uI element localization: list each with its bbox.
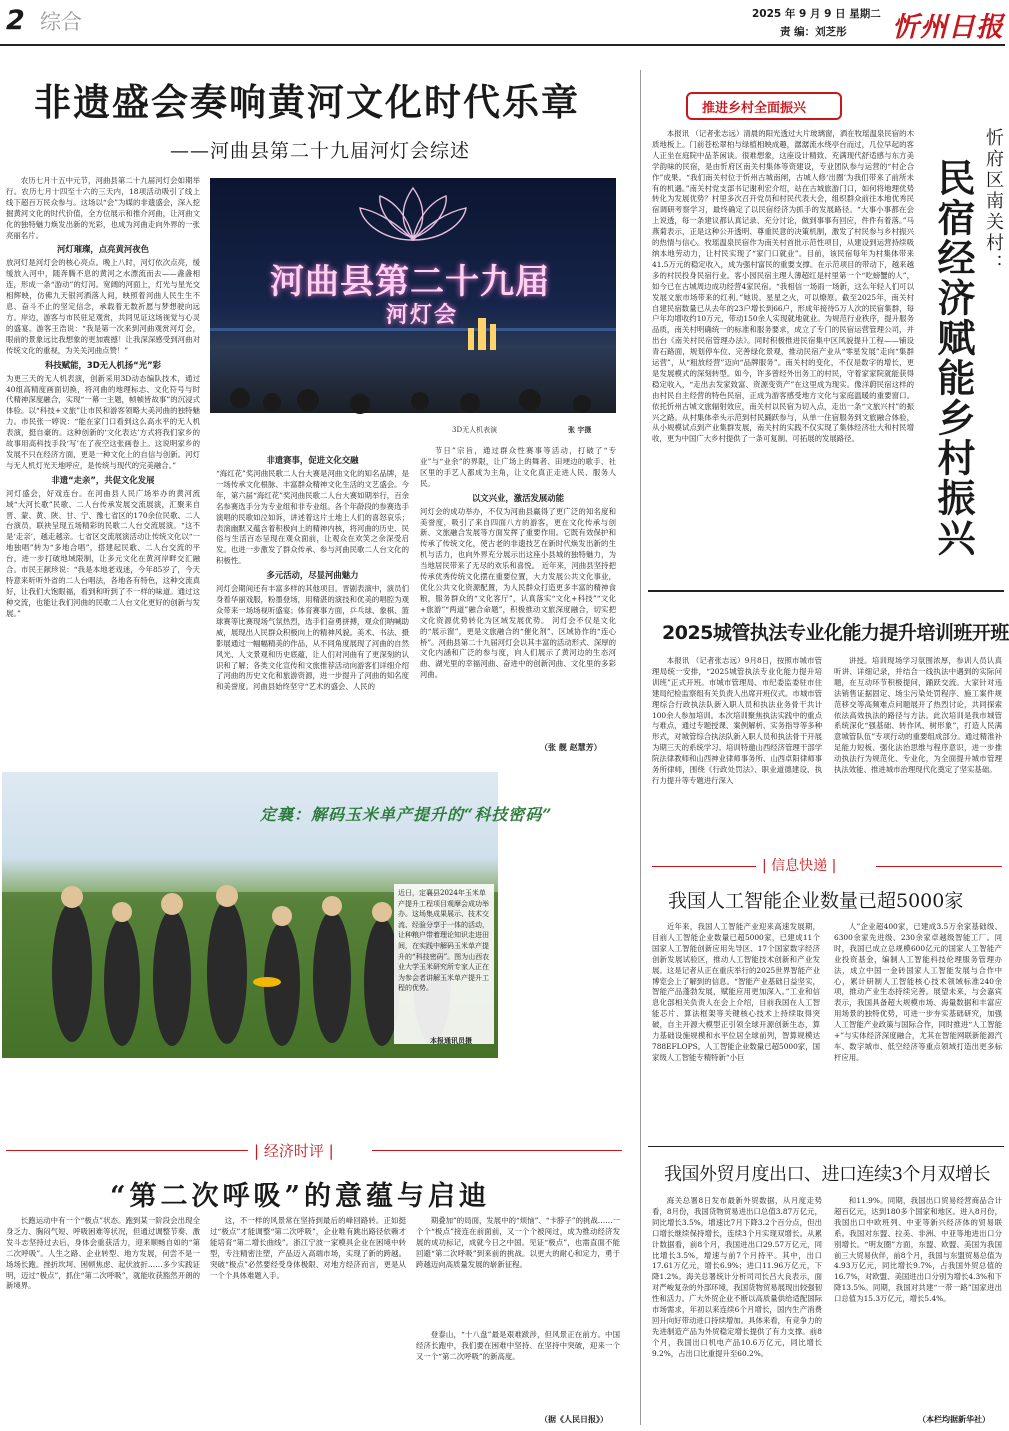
section-name: 综合 — [40, 10, 82, 34]
editor-credit: 责 编：刘芝彤 — [780, 26, 847, 38]
trade-right: 和11.9%。同期，我国出口贸易经营商品合计超百亿元，达到180多个国家和地区。进入8月份，我国出口中欧班列、中亚等新兴经济体的贸易联系。我国对东盟、拉美、非洲、中亚等地进出口分别增长。“明友圈”方面，东盟、欧盟、美国为我国前三大贸易伙伴，前8个月，我国与东盟贸易总值为4.93万亿元，同比增长9.7%，占我国外贸总值的16.7%，对欧盟、美国进出口分别为增长4.3%和下降13.5%。同期，我国对共建“一带一路”国家进出口总值为15.3万亿元，增长5.4%。 — [834, 1196, 1002, 1304]
para-2: 为更三天的无人机表演，创新采用3D动态编队技术，通过40组高精度画面切换，将河曲的地理标志、文化符号与时代精神深度融合，实现“一幕一主题，帧帧皆故事”的沉浸式体验。以“科技+文旅”让市民和游客领略大美河曲的独特魅力。市民张一婷说：“能在家门口看到这么高水平的无人机表演，挺自豪的。这种创新的‘文化表达’方式将我们家乡的故事用高科技手段‘写’在了夜空这张画卷上。这说明家乡的发展不只在经济方面，更是一种文化上的自信与创新。河灯与无人机灯光天地呼应，是传统与现代的完美融合。” — [6, 373, 200, 470]
sidebar-rule — [648, 590, 1004, 592]
para-3: 河灯盛会，好戏连台。在河曲县人民广场举办的黄河流域“大河长歌”民歌、二人台传承发展交流展演，汇聚来自晋、蒙、黄、陕、甘、宁、豫七省区的170余位民歌、二人台演员，联袂呈现五场精彩的民歌二人台交流展演。“这不是‘走亲’，越走越亲。七省区交流展演活动让传统文化以“一地独唱”转为“多地合唱”，搭建起民歌、二人台交流的平台，进一步打破地域限制，让多元文化在黄河岸畔交汇融合。市民王献珍说：“我是本地老戏迷，今年85岁了，今天特意来听听外省的二人台唱法，各地各有特色，这种交流真好，让我们大饱眼福，看到和听到了不一样的味道。通过这种交流，也能让我们河曲的民歌二人台文化更好的创新与发展。” — [6, 488, 200, 618]
main-col3 — [420, 446, 616, 734]
sidebar-body: 本报讯 （记者张志远）清晨的阳光透过大片玻璃窗，洒在牧瑶温泉民宿的木质地板上。门前苍松翠柏与绿植相映成趣，潺潺流水绕亭台而过，几位早起的客人正坐在庭院中品茶闲谈。很难想象，这座设计精致、充满现代舒适感与东方美学韵味的民宿，是由忻府区南关村集体等资建设，专业团队参与运营的“村企合作”成果。“我们南关村位于忻州古城南闸，古城人修‘出圈’为我们带来了前所未有的机遇。”南关村党支部书记谢利宏介绍，站在古城旅游门口，如何将地理优势转化为发展优势？村里多次召开党员和村民代表大会，组织群众前往本地优秀民宿调研考察学习，最终确定了以民宿经济为抓手的发展路径。“大事小事都在会上说透，每一条建议都认真记录、充分讨论，做到事事有回应，件件有着落。”马燕菊表示，正是这种公开透明、尊重民意的决策机制，激发了村民参与乡村振兴的热情与信心。牧瑶温泉民宿作为南关村首批示范性项目，从建设到运营持续吸纳本地劳动力，让村民实现了“家门口就业”。目前，该民宿每年为村集体带来41.5万元的稳定收入，成为强村富民的重要支撑。在示范项目的带动下，越来越多的村民投身民宿行业。客小园民宿主理人薄超红是村里第一个“吃螃蟹的人”，如今已在古城周边成功经营4家民宿。“我相信一场雨一场新，这么年轻人们可以发展文旅市场带来的红利。”她说。星星之火，可以燎原。截至2025年，南关村自建民宿数量已从去年的23户增长到66户，形成年接待5万人次的民宿集群，每户年均增收约10万元，带动150余人实现就地就业。为规范行业秩序，提升服务品质，南关村明确统一的标准和服务要求，成立了专门的民宿运营管理公司，并出台《南关村民宿管理办法》。同时积极推进民宿集中区风貌提升工程——铺设青石路面，规划停车位、完善绿化景观，推动民宿产业从“零星发展”走向“集群运营”，从“粗放经营”迈向“品牌服务”。南关村的变化，不仅是数字的增长，更是发展模式的深刻转型。如今，许多曾经外出务工的村民，守着家家院就能获得稳定收入，“走出去发家致富、资源变资产”在这里成为现实。像洋蔚民宿这样的由村民自主经营的特色民宿，正成为游客感受地方文化与家庭温暖的重要窗口。依托忻州古城文旅辐射效应，南关村以民宿为切入点，走出一条“文旅兴村”的振兴之路。从村集体牵头示范到村民踊跃参与，从单一住宿服务到文旅融合体验，从小规模试点到产业集群发展，南关村的实践不仅实现了集体经济壮大和村民增收，更为中国广大乡村提供了一条可复制、可拓展的发展路径。 — [652, 129, 914, 444]
para-4: “海红花”奖河曲民歌二人台大赛是河曲文化的知名品牌，是一场传承文化根脉、丰富群众精神文化生活的文艺盛会。今年，第六届“海红花”奖河曲民歌二人台大赛如期举行，百余名参赛选手分为专业组和非专业组。各个年龄段的参赛选手演唱的民歌如泣如诉，讲述着这片土地上人们的喜怒哀乐；表演幽默又蕴含着积极向上的精神内核，将河曲的历史、民俗与生活百态呈现在观众面前，让观众在欢笑之余深受启发。也进一步激发了群众传承、参与河曲民歌二人台文化的积极性。 — [216, 469, 409, 566]
corn-photo-title: 定襄：解码玉米单产提升的“科技密码” — [260, 805, 553, 824]
corn-field-photo — [2, 772, 553, 1058]
econ-title: “第二次呼吸”的意蕴与启迪 — [110, 1181, 491, 1212]
sub-heading-3: 非遗“走亲”，共促文化发展 — [51, 474, 155, 485]
masthead-rule — [0, 44, 1005, 46]
econ-col2: 这，不一样的风景常在坚持到最后的峰回路转。正如挺过“极点”才能调整“第二次呼吸”，企业唯有跳出路径依赖才能培育“第二增长曲线”。浙江宁波一家模具企业在困境中转型，专注精密注塑，产品迈入高端市场，实现了新的跨越。突破“极点”必然要经受身体极限、对地方经济而言，更是从一个个具体难题入手。 — [210, 1216, 406, 1280]
flash-right: 人”企业超400家，已建成3.5万余家基础级、6300余家先进级、230余家卓越级智能工厂。同时，我国已成立总规模600亿元的国家人工智能产业投资基金，编制人工智能科技伦理服务管理办法，成立中国一金砖国家人工智能发展与合作中心，累计研制人工智能核心技术领域标准240余项，推动产业生态持续完善。展望未来，与会嘉宾表示，我国具备超大规模市场、海量数据和丰富应用场景的独特优势，可进一步夯实基础研究，加强人工智能产业政策与国际合作，同时推进“人工智能+”与实体经济深度融合，尤其在智能网联新能源汽车、数字城市、低空经济等重点领域打造出更多标杆应用。 — [834, 922, 1002, 1062]
drone-banner-line2: 河灯会 — [386, 302, 459, 328]
column-divider — [640, 70, 641, 1425]
drone-banner-line1: 河曲县第二十九届 — [270, 262, 550, 302]
trade-title: 我国外贸月度出口、进口连续3个月双增长 — [664, 1164, 990, 1185]
sub-heading-2: 科技赋能，3D无人机扬“光”彩 — [45, 359, 161, 370]
flash-label: | 信息快递 | — [762, 858, 837, 874]
main-byline: （张 靓 赵慧芳） — [540, 742, 602, 752]
econ-col4: 登泰山，“十八盘”最是艰难跋涉，但风景正在前方。中国经济长跑中，我们要在困难中坚持、在坚持中突破，迎来一个又一个“第二次呼吸”的新高度。 — [416, 1330, 620, 1361]
para-7: 河灯会的成功举办，不仅为河曲县赢得了更广泛的知名度和美誉度，吸引了来自四面八方的游客，更在文化传承与创新、文旅融合发展等方面发挥了重要作用。它既有效保护和传承了传统文化，使古老的非遗技艺在新时代焕发出新的生机与活力，也向外界充分展示出这座小县城的独特魅力，为当地居民带来了无尽的欢乐和喜悦。 — [420, 506, 616, 571]
para-8: 近年来，河曲县坚持把传承优秀传统文化摆在重要位置，大力发展公共文化事业，优化公共文化资源配置，为人民群众打造更多丰富的精神食粮，服务群众的“文化客厅”，认真落实“文化+科技”“文化+旅游”“两道”融合命题”，积极推动文旅深度融合，切实把文化资源优势转化为区域发展优势。 — [420, 561, 616, 625]
drone-photo-caption: 3D无人机表演 — [452, 426, 498, 434]
sidebar-vtitle-small: 忻府区南关村： — [983, 128, 1004, 275]
intro-text: 农历七月十五中元节，河曲县第二十九届河灯会如期举行。农历七月十四至十六的三天内，18项活动吸引了线上线下超百万民众参与。这场以“会”为媒的非遗盛会，深入挖掘黄河文化的时代价值，全方位展示和推介河曲，让河曲文化的独特魅力焕发出新的光彩，也成为河曲走向外界的一张亮丽名片。 — [6, 176, 200, 240]
econ-byline: （据《人民日报》） — [540, 1414, 608, 1424]
drone-photo-credit: 张 宇摄 — [568, 425, 592, 434]
main-col2 — [216, 452, 409, 764]
econ-label: | 经济时评 | — [254, 1142, 334, 1160]
trade-byline: （本栏均据新华社） — [918, 1414, 990, 1424]
training-title: 2025城管执法专业化能力提升培训班开班 — [662, 622, 1009, 644]
training-left: 本报讯 （记者张志远）9月8日，按照市城市管理局统一安排，“2025城管执法专业化能力提升培训班”正式开班。市城市管理局、市纪委监委驻市住建局纪检监察组有关负责人出席开班仪式。市城市管理综合行政执法队新入职人员和执法业务骨干共计100余人参加培训。本次培训聚焦执法实践中的重点与难点，通过专题授课、案例解析、实务指导等多种形式，对城管综合执法队新入职人员和执法骨干开展为期三天的系统学习。培训特邀山西经济管理干部学院法律教师和山西神业律师事务所、山西卓阳律师事务所律师，围绕《行政处罚法》、职业道德建设、执行力提升等专题进行深入 — [652, 656, 822, 785]
paper-logo: 忻州日报 — [892, 12, 1004, 43]
corn-photo-credit: 本报通讯员摄 — [430, 1036, 472, 1045]
main-subtitle: ——河曲县第二十九届河灯会综述 — [170, 140, 471, 162]
sidebar-vtitle-big: 民宿经济赋能乡村振兴 — [931, 158, 976, 558]
econ-label-text: 经济时评 — [263, 1142, 324, 1160]
corn-caption-text: 近日，定襄县2024年玉米单产提升工程项目观摩会成功举办。这场集成果展示、技术交流、经验分享于一体的活动，让种粮户带着理论知识走进田间，在实践中解码玉米单产提升的“科技密码”。图为山西农业大学玉米研究所专家人正在为参会者讲解玉米单产提升工程的优势。 — [398, 889, 490, 993]
training-right: 讲授。培训现场学习氛围浓厚，参训人员认真听讲、详细记录，并结合一线执法中遇到的实际问题，在互动环节积极提问，踊跃交流。大家针对违法销售证据固定、场尘污染处罚程序、施工案件规范移交等高频难点问题展开了热烈讨论，共同探索依法高效执法的路径与方法。此次培训是我市城管系统深化“强基础、转作风、树形象”，打造人民满意城管队伍”专项行动的重要组成部分。通过精准补足能力短板、强化法治思维与程序意识，进一步推动执法行为规范化、专业化，为全面提升城市管理执法效能、推进城市治理现代化奠定了坚实基础。 — [834, 656, 1002, 775]
sub-heading-4: 非遗赛事，促进文化交融 — [266, 455, 359, 465]
econ-label-rule — [6, 1150, 248, 1151]
trade-left: 海关总署8日发布最新外贸数据，从月度走势看，8月份，我国货物贸易进出口总值3.87万亿元，同比增长3.5%，增速比7月下降3.2个百分点，但出口增长继续保持增长，连续3个月实现双增长。从累计数据看，前8个月，我国进出口29.57万亿元，同比增长3.5%，增速与前7个月持平。其中，出口17.61万亿元，增长6.9%；进口11.96万亿元，下降1.2%。海关总署统计分析司司长吕大良表示，面对严峻复杂的外部环境，我国货物贸易展现出较强韧性和活力。广大外贸企业不断以高质量供给适配国际市场需求，年初以来连续6个月增长，国内生产消费回升向好带动进口持续增加。具体来看，有竞争力的先进制造产品为外贸稳定增长提供了有力支撑。前8个月，我国出口机电产品10.6万亿元，同比增长9.2%，占出口比重提升至60.2%。 — [652, 1196, 822, 1358]
flash-rule-left — [652, 866, 756, 867]
flash-left: 近年来，我国人工智能产业迎来高速发展期，目前人工智能企业数量已超5000家，已建成11个国家人工智能创新应用先导区、17个国家数字经济创新发展试验区，推动人工智能技术创新和产业发展。这是记者从正在重庆举行的2025世界智能产业博览会上了解到的信息。“智能产业基础日益坚实，智能产品蓬勃发展，赋能应用更加深入。”工业和信息化部相关负责人在会上介绍，目前我国在人工智能芯片、算法框架等关键核心技术上持续取得突破，自主开源大模型正引领全球开源创新生态，算力基础设施规模和水平位居全球前列，智算规模达788EFLOPS。人工智能企业数量已超5000家，国家级人工智能专精特新“小巨 — [652, 922, 820, 1062]
flash-label-text: 信息快递 — [771, 858, 828, 874]
flash-bottom-rule — [648, 1146, 1004, 1147]
sub-heading-1: 河灯璀璨，点亮黄河夜色 — [56, 244, 150, 255]
flash-title: 我国人工智能企业数量已超5000家 — [668, 890, 964, 912]
para-1: 放河灯是河灯会的核心亮点。晚上八时，河灯依次点亮，缓缓放入河中，随奔腾不息的黄河之水漂流而去——盏盏相连，形成一条“游动”的灯河。宽阔的河面上，灯光与星光交相辉映，仿佛九天银河洒落人间，映照着河曲人民生生不息、奋斗不止的坚定信念，承载着无数祈愿与梦想驶向远方。岸边，游客与市民驻足观赏，共同见证这场视觉与心灵的盛宴。游客王浩说：“我是第一次来到河曲观赏河灯会，眼前的景象远比我想象的更加震撼！让我深深感受到河曲对传统文化的重视，为关关河曲点赞！” — [6, 258, 200, 355]
para-5: 河灯会期间还有丰富多样的其他项目。晋剧表演中，演员们身着华丽戏服，粉墨登场，用精湛的演技和优美的唱腔为观众带来一场场视听盛宴；体育赛事方面，乒乓球、象棋、篮球赛等比赛现场气氛热烈，选手们奋勇拼搏，观众们呐喊助威，展现出人民群众积极向上的精神风貌。美术、书法、摄影展通过一幅幅精美的作品，从不同角度展现了河曲的自然风光、人文景观和历史底蕴，让人们对河曲有了更深刻的认识和了解；各类文化宣传和文旅推荐活动向游客们详细介绍了河曲的历史文化和旅游资源，进一步提升了河曲的知名度和美誉度。河曲县始终坚守“艺术的盛会、人民的 — [216, 584, 409, 692]
para-6: 节日”宗旨，通过群众性赛事等活动，打破了“专业”与“业余”的界限，让广场上的舞者、田埂边的歌手、社区里的手艺人都成为主角，让文化真正走进人民、服务人民。 — [420, 446, 616, 488]
sidebar-banner-text: 推进乡村全面振兴 — [702, 101, 807, 116]
para-9: 河灯会不仅是文化的“展示窗”，更是文旅融合的“催化剂”、区域协作的“连心桥”。河曲县第二十九届河灯会以其丰富的活动形式、深厚的文化内涵和广泛的参与度，向人们展示了黄河边的生态河曲、湖光里的幸福河曲、奋进中的创新河曲、文化里的多彩河曲。 — [420, 615, 616, 680]
drone-show-photo — [210, 178, 616, 413]
sub-heading-5: 多元活动，尽显河曲魅力 — [266, 570, 359, 581]
flash-rule-right — [876, 866, 1002, 867]
issue-date: 2025 年 9 月 9 日 星期二 — [752, 8, 881, 20]
corn-photo-caption — [394, 884, 494, 1044]
econ-col3: 期叠加”的局面，发展中的“烦恼”、“卡脖子”的挑战……一个个“极点”接连在前面前，又一个个被闯过，成为推动经济发展的成功标记，成就今日之中国。见证“极点”，也需直面不能回避“第二次呼吸”到来前的挑战。以更大的耐心和定力，勇于跨越迈向高质量发展的崭新征程。 — [416, 1216, 620, 1269]
econ-label-rule-right — [372, 1150, 622, 1151]
page-number: 2 — [6, 5, 25, 36]
econ-col1: 长跑运动中有一个“极点”状态。跑到某一阶段会出现全身乏力、胸闷气短、呼吸困难等状况，但通过调整节奏、激发斗志坚持过去后，身体会重获活力，迎来顺畅自如的“第二次呼吸”。人生之路、企业转型、地方发展，何尝不是一场场长跑。挫折坎坷、困顿焦虑、起伏波折……多少实践证明，迈过“极点”，抓住“第二次呼吸”，就能收获豁然开朗的新境界。 — [6, 1216, 200, 1291]
sub-heading-6: 以文兴业，激活发展动能 — [471, 492, 565, 503]
main-col1 — [6, 176, 200, 776]
main-title: 非遗盛会奏响黄河文化时代乐章 — [34, 80, 580, 124]
